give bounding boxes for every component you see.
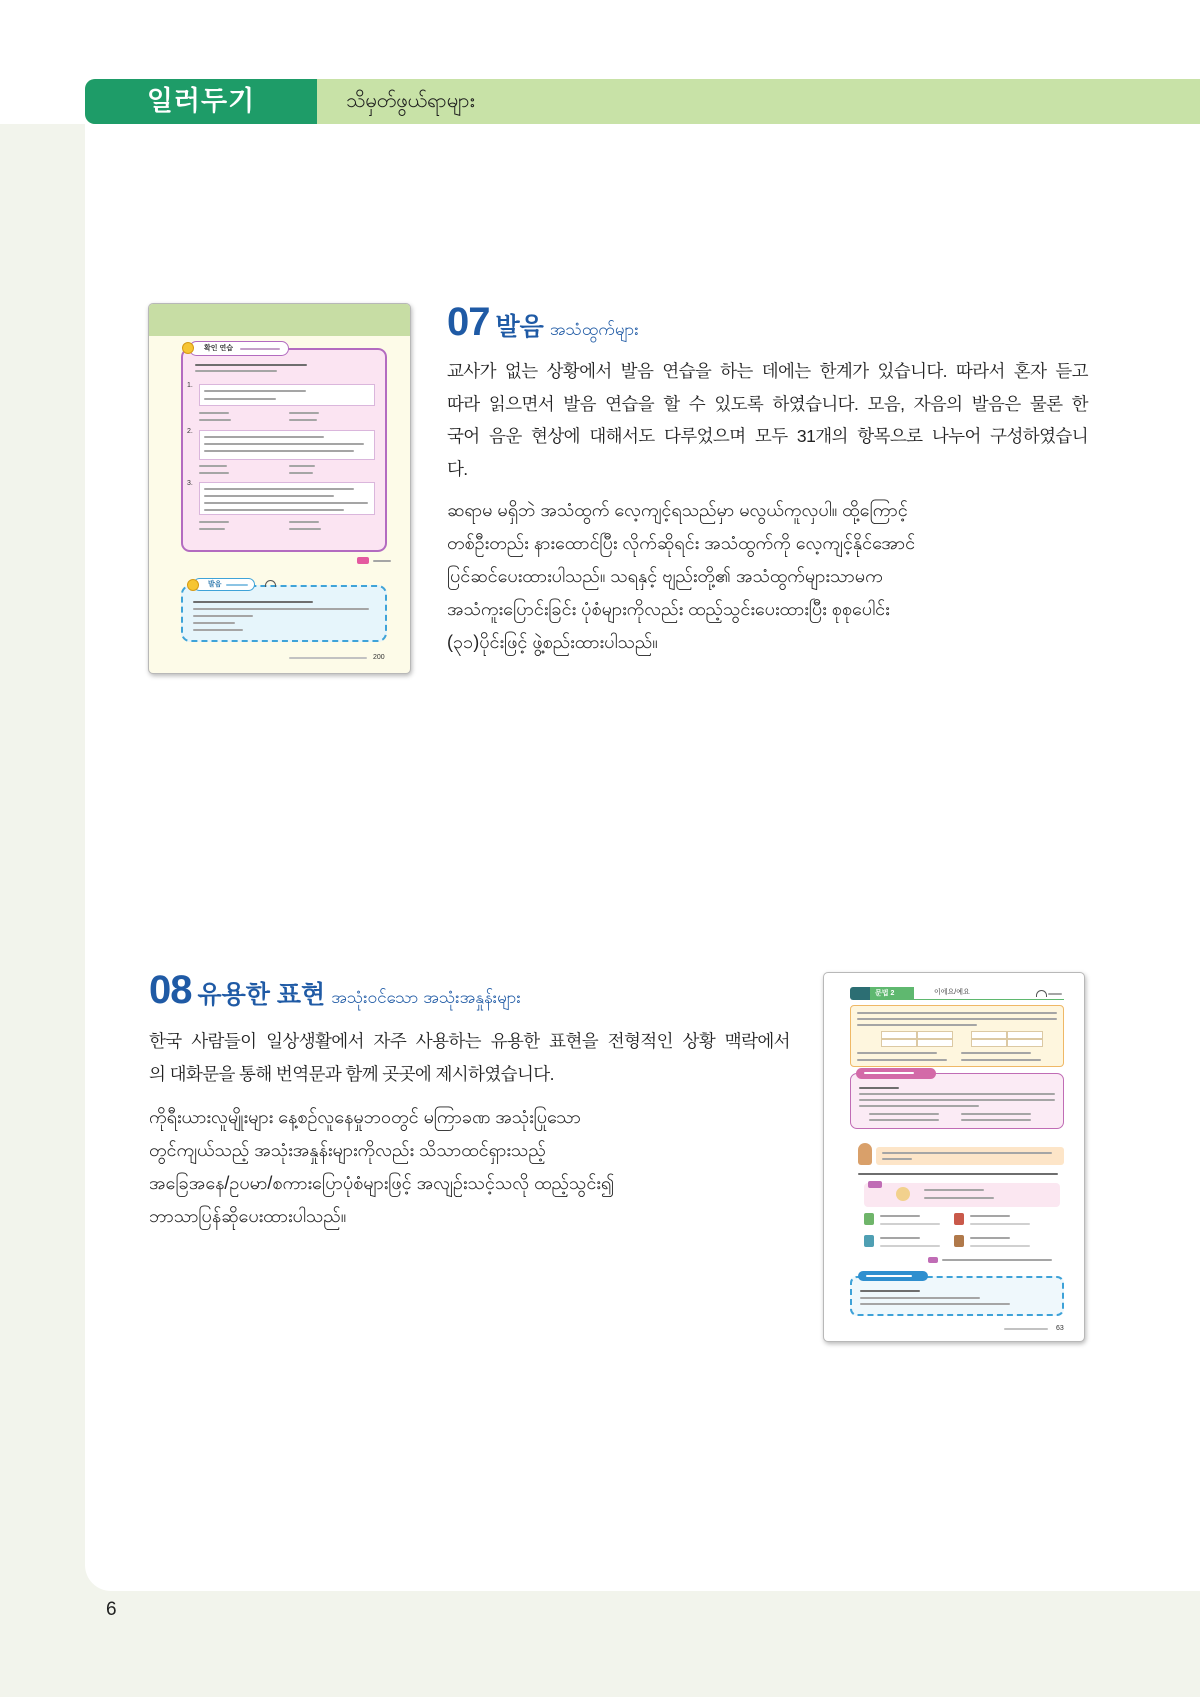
question-dialog-box — [199, 384, 375, 406]
grammar-title: 이에요/예요 — [934, 989, 970, 996]
grammar-tab — [870, 987, 914, 1000]
illegible-text-line — [880, 1237, 920, 1239]
illegible-text-line — [195, 370, 277, 372]
illegible-text-line — [864, 1072, 914, 1074]
question-number: 2. — [187, 428, 193, 435]
item-illustration — [954, 1235, 964, 1247]
grammar-tab-label: 문법 2 — [875, 990, 895, 997]
section-title-korean: 유용한 표현 — [197, 981, 326, 1009]
header-subtitle: သိမှတ်ဖွယ်ရာများ — [346, 90, 475, 112]
section-08-myanmar-paragraph — [149, 1101, 790, 1233]
paragraph-line: ကိုရီးယားလူမျိုးများ နေ့စဉ်လူနေမှုဘဝတွင် မကြာခဏ အသုံးပြုသော — [149, 1107, 581, 1127]
answer-choice-line — [199, 419, 231, 421]
yellow-badge-icon — [187, 579, 199, 591]
section-07-title — [447, 299, 639, 345]
illegible-text-line — [859, 1105, 979, 1107]
answer-underline — [880, 1223, 940, 1225]
useful-expression-box — [850, 1276, 1064, 1316]
illegible-text-line — [204, 390, 306, 392]
question-number: 1. — [187, 382, 193, 389]
useful-expressions-page-thumbnail — [823, 972, 1085, 1342]
paragraph-line: ဘာသာပြန်ဆိုပေးထားပါသည်။ — [149, 1206, 347, 1226]
paragraph-line: (၃၁)ပိုင်းဖြင့် ဖွဲ့စည်းထားပါသည်။ — [447, 632, 658, 652]
answer-choice-line — [289, 528, 321, 530]
illegible-text-line — [942, 1259, 1052, 1261]
paragraph-line: ဆရာမ မရှိဘဲ အသံထွက် လေ့ကျင့်ရသည်မှာ မလွယ်ကူလှပါ။ ထို့ကြောင့် — [447, 500, 908, 520]
answer-choice-line — [289, 521, 319, 523]
thumbnail-page-number: 63 — [1056, 1325, 1064, 1332]
illegible-text-line — [961, 1113, 1031, 1115]
question-dialog-box — [199, 482, 375, 515]
useful-expression-tab — [858, 1271, 928, 1281]
pronunciation-audio-box — [181, 585, 387, 642]
headphones-icon — [1036, 990, 1047, 997]
illegible-text-line — [193, 608, 369, 610]
table-cell — [1007, 1039, 1043, 1047]
paragraph-line: တစ်ဦးတည်း နားထောင်ပြီး လိုက်ဆိုရင်း အသံထွက်ကို လေ့ကျင့်နိုင်အောင် — [447, 533, 916, 553]
illegible-text-line — [860, 1297, 980, 1299]
paragraph-line: အခြေအနေ/ဥပမာ/စကားပြောပုံစံများဖြင့် အလျဉ်းသင့်သလို ထည့်သွင်း၍ — [149, 1173, 615, 1193]
illegible-text-line — [857, 1018, 1057, 1020]
answer-choice-line — [199, 465, 227, 467]
thumbnail-page-number: 200 — [373, 654, 385, 661]
illegible-text-line — [860, 1303, 1010, 1305]
illegible-text-line — [857, 1024, 977, 1026]
illegible-text-line — [1048, 993, 1062, 995]
section-07-myanmar-paragraph — [447, 494, 1088, 659]
item-illustration — [954, 1213, 964, 1225]
answer-choice-line — [199, 528, 225, 530]
grammar-tab-marker — [850, 987, 870, 1000]
illegible-text-line — [961, 1059, 1041, 1061]
paragraph-line: 한국 사람들이 일상생활에서 자주 사용하는 유용한 표현을 전형적인 상황 맥락에서 — [149, 1031, 790, 1051]
illegible-text-line — [859, 1099, 1055, 1101]
example-tag — [868, 1181, 882, 1188]
section-08-title — [149, 967, 521, 1013]
illegible-text-line — [858, 1173, 1058, 1175]
vocab-tag — [928, 1257, 938, 1263]
illegible-text-line — [866, 1275, 912, 1277]
illegible-text-line — [240, 348, 280, 350]
question-number: 3. — [187, 480, 193, 487]
tip-box — [876, 1147, 1064, 1165]
illegible-text-line — [193, 615, 253, 617]
illegible-text-line — [857, 1059, 947, 1061]
section-08-korean-paragraph — [149, 1025, 790, 1090]
pronunciation-tab-label: 발음 — [208, 581, 222, 588]
more-info-tab — [856, 1068, 936, 1079]
illegible-text-line — [204, 502, 368, 504]
grammar-explanation-box — [850, 1005, 1064, 1067]
exercise-tab — [189, 341, 289, 356]
table-cell — [881, 1031, 917, 1039]
yellow-badge-icon — [182, 342, 194, 354]
character-face-illustration — [896, 1187, 910, 1201]
item-illustration — [864, 1213, 874, 1225]
answer-choice-line — [289, 465, 315, 467]
page-number: 6 — [106, 1599, 117, 1620]
answer-choice-line — [199, 412, 229, 414]
illegible-text-line — [924, 1197, 994, 1199]
illegible-text-line — [961, 1119, 1031, 1121]
answer-choice-line — [289, 419, 317, 421]
example-dialog-box — [864, 1183, 1060, 1207]
illegible-text-line — [204, 450, 354, 452]
illegible-text-line — [961, 1052, 1031, 1054]
illegible-footer-line — [289, 657, 367, 659]
header-rule — [914, 999, 1064, 1000]
illegible-footer-line — [1004, 1328, 1048, 1330]
section-title-myanmar: အသုံးဝင်သော အသုံးအနှုန်းများ — [331, 988, 521, 1007]
paragraph-line: 의 대화문을 통해 번역문과 함께 곳곳에 제시하였습니다. — [149, 1063, 554, 1084]
illegible-text-line — [204, 509, 344, 511]
illegible-text-line — [193, 629, 243, 631]
paragraph-line: တွင်ကျယ်သည့် အသုံးအနှုန်းများကိုလည်း သိသာထင်ရှားသည့် — [149, 1140, 546, 1160]
pronunciation-page-thumbnail — [148, 303, 411, 674]
table-cell — [917, 1031, 953, 1039]
illegible-text-line — [204, 436, 324, 438]
pronunciation-tab — [193, 578, 255, 591]
paragraph-line: အသံကူးပြောင်းခြင်း ပုံစံများကိုလည်း ထည့်သွင်းပေးထားပြီး စုစုပေါင်း — [447, 599, 890, 619]
answer-choice-line — [199, 472, 229, 474]
section-07-korean-paragraph — [447, 355, 1088, 485]
table-cell — [971, 1039, 1007, 1047]
answer-choice-line — [289, 412, 319, 414]
section-number: 07 — [447, 300, 490, 344]
illegible-text-line — [859, 1087, 899, 1089]
illegible-text-line — [869, 1119, 939, 1121]
more-info-box — [850, 1073, 1064, 1129]
illegible-text-line — [869, 1113, 939, 1115]
section-title-myanmar: အသံထွက်များ — [549, 320, 639, 339]
illegible-text-line — [193, 601, 313, 603]
answer-underline — [970, 1223, 1030, 1225]
header-title: 일러두기 — [146, 86, 256, 116]
paragraph-line: 교사가 없는 상황에서 발음 연습을 하는 데에는 한계가 있습니다. 따라서 혼자 듣고 — [447, 361, 1088, 381]
illegible-text-line — [970, 1215, 1010, 1217]
illegible-text-line — [204, 495, 334, 497]
answer-choice-line — [289, 472, 313, 474]
illegible-text-line — [204, 398, 276, 400]
illegible-text-line — [193, 622, 235, 624]
table-cell — [881, 1039, 917, 1047]
illegible-text-line — [882, 1158, 912, 1160]
illegible-text-line — [226, 584, 248, 586]
item-illustration — [864, 1235, 874, 1247]
illegible-text-line — [857, 1012, 1057, 1014]
section-number: 08 — [149, 968, 192, 1012]
thumbnail-top-band — [149, 304, 411, 336]
headphones-icon — [265, 580, 276, 587]
section-title-korean: 발음 — [495, 313, 544, 341]
table-cell — [1007, 1031, 1043, 1039]
exercise-box — [181, 348, 387, 552]
illegible-text-line — [970, 1237, 1010, 1239]
illegible-text-line — [373, 560, 391, 562]
table-cell — [971, 1031, 1007, 1039]
question-dialog-box — [199, 430, 375, 460]
answer-underline — [970, 1245, 1030, 1247]
paragraph-line: 따라 읽으면서 발음 연습을 할 수 있도록 하였습니다. 모음, 자음의 발음은 물론 한 — [447, 393, 1088, 414]
character-illustration — [858, 1143, 872, 1165]
illegible-text-line — [882, 1152, 1052, 1154]
illegible-text-line — [859, 1093, 1055, 1095]
illegible-text-line — [880, 1215, 920, 1217]
header-title-tab — [85, 79, 317, 124]
illegible-text-line — [204, 488, 354, 490]
illegible-text-line — [857, 1052, 937, 1054]
paragraph-line: 다. — [447, 458, 468, 479]
answer-underline — [880, 1245, 940, 1247]
table-cell — [917, 1039, 953, 1047]
illegible-text-line — [924, 1189, 984, 1191]
pink-label-tag — [357, 557, 369, 564]
answer-choice-line — [199, 521, 229, 523]
exercise-tab-label: 확인 연습 — [204, 345, 233, 352]
paragraph-line: ပြင်ဆင်ပေးထားပါသည်။ သရနှင့် ဗျည်းတို့၏ အသံထွက်များသာမက — [447, 566, 883, 586]
paragraph-line: 국어 음운 현상에 대해서도 다루었으며 모두 31개의 항목으로 나누어 구성하였습니 — [447, 426, 1088, 446]
illegible-text-line — [204, 443, 364, 445]
illegible-text-line — [860, 1290, 920, 1292]
illegible-text-line — [195, 364, 307, 366]
